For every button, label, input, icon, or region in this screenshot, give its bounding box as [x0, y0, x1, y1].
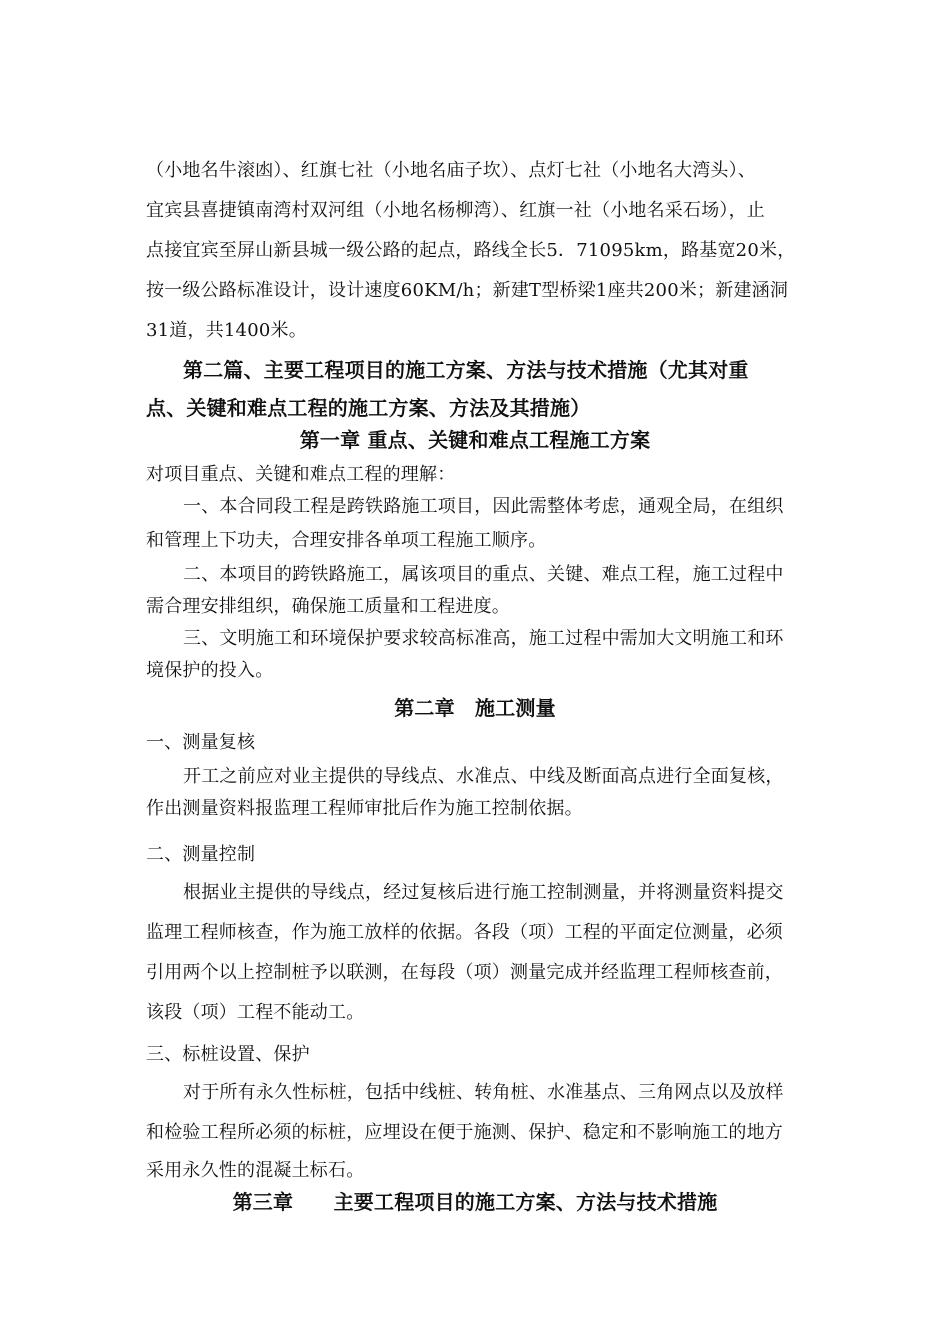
- chapter-title: 第三章 主要工程项目的施工方案、方法与技术措施: [232, 1190, 718, 1214]
- paragraph-line: 三、文明施工和环境保护要求较高标准高，施工过程中需加大文明施工和环: [183, 628, 784, 649]
- section-heading: 三、标桩设置、保护: [146, 1044, 310, 1065]
- chapter-title: 第一章 重点、关键和难点工程施工方案: [299, 428, 651, 452]
- intro-line: （小地名牛滚凼）、红旗七社（小地名庙子坎）、点灯七社（小地名大湾头）、: [146, 160, 756, 181]
- part-title: 第二篇、主要工程项目的施工方案、方法与技术措施（尤其对重: [183, 358, 749, 382]
- paragraph-line: 二、本项目的跨铁路施工，属该项目的重点、关键、难点工程，施工过程中: [183, 564, 784, 585]
- part-title-continued: 点、关键和难点工程的施工方案、方法及其措施）: [146, 396, 591, 420]
- paragraph-line: 需合理安排组织，确保施工质量和工程进度。: [146, 596, 510, 617]
- paragraph-line: 和管理上下功夫，合理安排各单项工程施工顺序。: [146, 530, 547, 551]
- paragraph-line: 对于所有永久性标桩，包括中线桩、转角桩、水准基点、三角网点以及放样: [183, 1082, 784, 1103]
- paragraph-line: 开工之前应对业主提供的导线点、水准点、中线及断面高点进行全面复核，: [183, 766, 784, 787]
- paragraph-line: 和检验工程所必须的标桩，应埋设在便于施测、保护、稳定和不影响施工的地方: [146, 1122, 783, 1143]
- intro-line: 31道，共1400米。: [146, 320, 307, 341]
- section-heading: 二、测量控制: [146, 844, 256, 865]
- intro-line: 按一级公路标准设计，设计速度60KM/h；新建T型桥梁1座共200米；新建涵洞: [146, 280, 789, 301]
- section-heading: 一、测量复核: [146, 732, 256, 753]
- paragraph-line: 作出测量资料报监理工程师审批后作为施工控制依据。: [146, 798, 583, 819]
- paragraph-line: 引用两个以上控制桩予以联测，在每段（项）测量完成并经监理工程师核查前，: [146, 962, 783, 983]
- paragraph-line: 根据业主提供的导线点，经过复核后进行施工控制测量，并将测量资料提交: [183, 882, 784, 903]
- intro-line: 宜宾县喜捷镇南湾村双河组（小地名杨柳湾）、红旗一社（小地名采石场），止: [146, 200, 765, 221]
- intro-line: 点接宜宾至屏山新县城一级公路的起点，路线全长5．71095km，路基宽20米，: [146, 240, 796, 261]
- chapter-title: 第二章 施工测量: [394, 696, 556, 720]
- paragraph-line: 采用永久性的混凝土标石。: [146, 1160, 365, 1181]
- paragraph-line: 该段（项）工程不能动工。: [146, 1002, 365, 1023]
- paragraph-line: 对项目重点、关键和难点工程的理解：: [146, 464, 456, 485]
- paragraph-line: 一、本合同段工程是跨铁路施工项目，因此需整体考虑，通观全局，在组织: [183, 496, 784, 517]
- paragraph-line: 境保护的投入。: [146, 660, 274, 681]
- paragraph-line: 监理工程师核查，作为施工放样的依据。各段（项）工程的平面定位测量，必须: [146, 922, 783, 943]
